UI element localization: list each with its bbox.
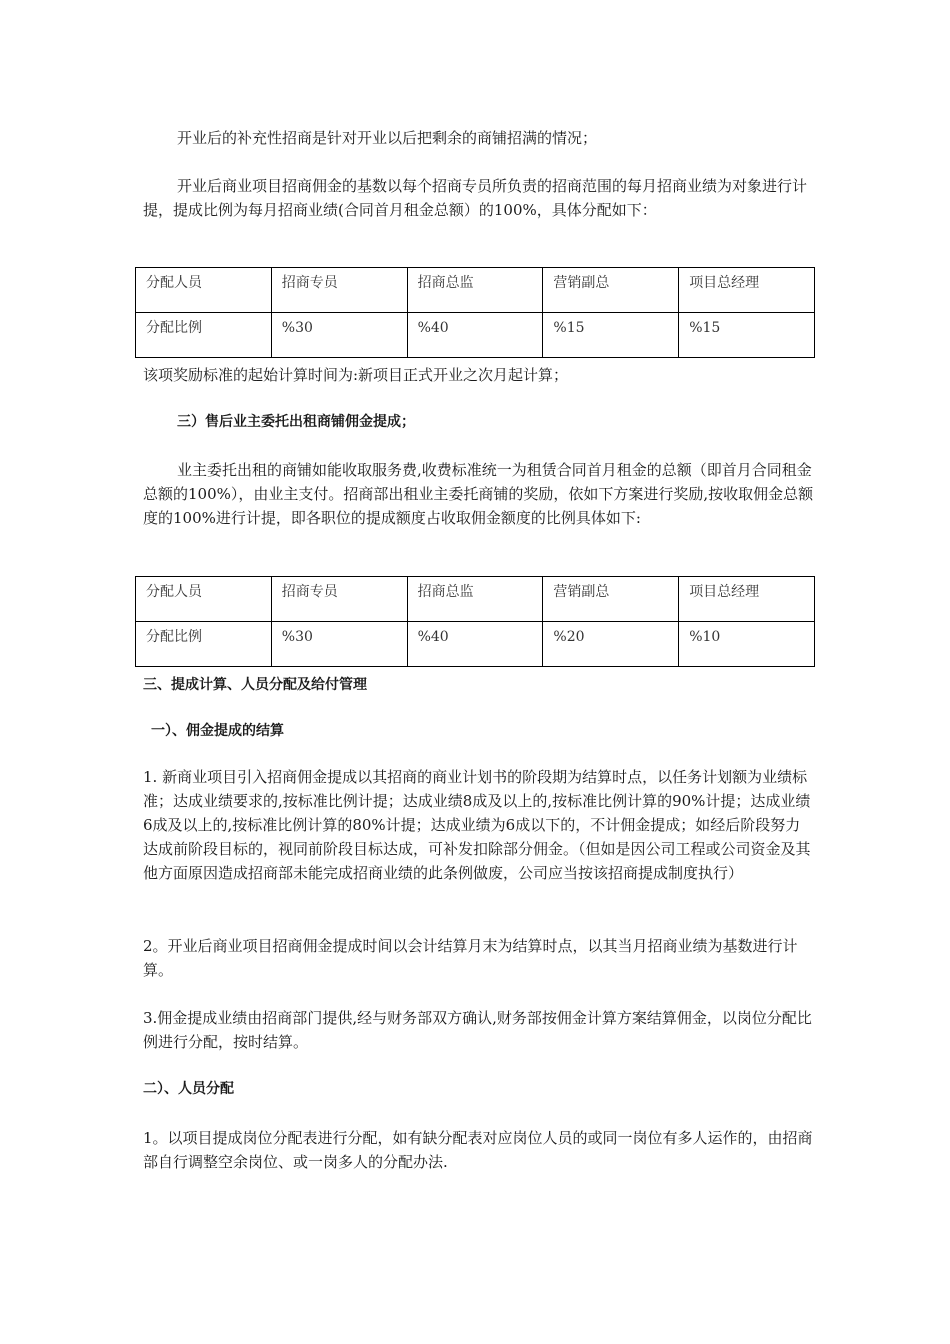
table-row: [136, 577, 815, 622]
paragraph-settlement-rule-1: 1. 新商业项目引入招商佣金提成以其招商的商业计划书的阶段期为结算时点，以任务计划额为业绩标准；达成业绩要求的,按标准比例计提；达成业绩8成及以上的,按标准比例计算的90%计提；达成业绩6成及以上的,按标准比例计算的80%计提；达成业绩为6成以下的，不计佣金提成；如经后阶段努力达成前阶段目标的，视同前阶段目标达成，可补发扣除部分佣金。（但如是因公司工程或公司资金及其他方面原因造成招商部未能完成招商业绩的此条例做废，公司应当按该招商提成制度执行）: [143, 768, 811, 882]
table-row: [136, 313, 815, 358]
allocation-table-post-opening: [135, 267, 815, 358]
table-row: [136, 268, 815, 313]
table-cell: %30: [271, 313, 407, 358]
table-cell: 营销副总: [543, 268, 679, 313]
paragraph-post-opening-commission: 开业后商业项目招商佣金的基数以每个招商专员所负责的招商范围的每月招商业绩为对象进行计提，提成比例为每月招商业绩(合同首月租金总额）的100%，具体分配如下：: [143, 177, 808, 219]
table-cell: 分配比例: [136, 622, 272, 667]
table-cell: %15: [543, 313, 679, 358]
table-cell: 分配人员: [136, 577, 272, 622]
table-cell: %15: [679, 313, 815, 358]
table-cell: 营销副总: [543, 577, 679, 622]
allocation-table-owner-entrusted: [135, 576, 815, 667]
paragraph-supplementary-leasing: 开业后的补充性招商是针对开业以后把剩余的商铺招满的情况；: [177, 129, 598, 147]
table-cell: 分配人员: [136, 268, 272, 313]
table-cell: 招商总监: [407, 268, 543, 313]
heading-section-three: 三、提成计算、人员分配及给付管理: [143, 677, 367, 693]
table-cell: 项目总经理: [679, 577, 815, 622]
table-cell: 招商专员: [271, 577, 407, 622]
table-cell: %10: [679, 622, 815, 667]
table-cell: 招商专员: [271, 268, 407, 313]
table-cell: %40: [407, 313, 543, 358]
table-row: [136, 622, 815, 667]
table-cell: 招商总监: [407, 577, 543, 622]
paragraph-start-time: 该项奖励标准的起始计算时间为:新项目正式开业之次月起计算；: [143, 366, 569, 384]
table-cell: %30: [271, 622, 407, 667]
heading-personnel-allocation: 二）、人员分配: [143, 1081, 234, 1097]
table-cell: 项目总经理: [679, 268, 815, 313]
table-cell: 分配比例: [136, 313, 272, 358]
paragraph-allocation-rule-1: 1。以项目提成岗位分配表进行分配，如有缺分配表对应岗位人员的或同一岗位有多人运作的，由招商部自行调整空余岗位、或一岗多人的分配办法.: [143, 1129, 813, 1171]
heading-commission-settlement: 一）、佣金提成的结算: [151, 723, 284, 739]
paragraph-settlement-rule-2: 2。开业后商业项目招商佣金提成时间以会计结算月末为结算时点，以其当月招商业绩为基数进行计算。: [143, 937, 798, 979]
heading-owner-entrusted-leasing: 三）售后业主委托出租商铺佣金提成；: [177, 414, 415, 430]
paragraph-owner-entrusted-commission: 业主委托出租的商铺如能收取服务费,收费标准统一为租赁合同首月租金的总额（即首月合同租金总额的100%），由业主支付。招商部出租业主委托商铺的奖励，依如下方案进行奖励,按收取佣金总额度的100%进行计提，即各职位的提成额度占收取佣金额度的比例具体如下:: [143, 461, 814, 527]
paragraph-settlement-rule-3: 3.佣金提成业绩由招商部门提供,经与财务部双方确认,财务部按佣金计算方案结算佣金，以岗位分配比例进行分配，按时结算。: [143, 1009, 812, 1051]
table-cell: %40: [407, 622, 543, 667]
table-cell: %20: [543, 622, 679, 667]
